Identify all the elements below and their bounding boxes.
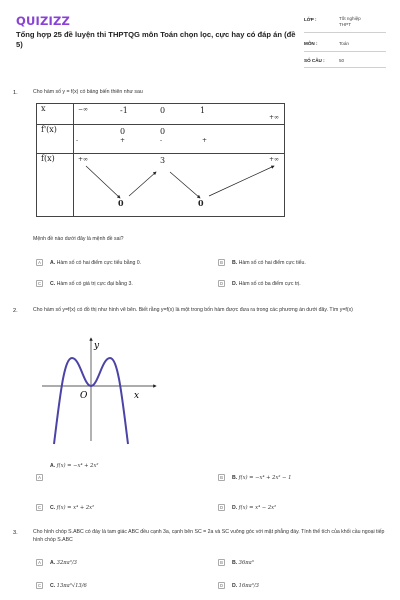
option-b-checkbox[interactable]: B [218,474,225,481]
arrow-up [209,166,274,196]
fx-row [74,154,285,217]
option-a[interactable] [50,260,141,266]
axis-label-x: x [134,391,140,401]
x-row [74,104,285,125]
x-value: 1 [200,106,206,115]
option-b[interactable] [232,560,254,566]
option-a[interactable] [50,463,98,469]
option-text: f(x) = −x⁴ + 2x² [56,463,99,469]
x-value: -1 [120,106,128,115]
question-text: Cho hàm số y=f(x) có đồ thị như hình vẽ bên. Biết rằng y=f(x) là một trong bốn hàm được đưa ra trong các phương án dưới đây. Tìm y=f(x) [33,307,353,313]
fx-value: 0 [198,198,204,208]
question-number: 3. [13,530,18,536]
fx-value: 0 [118,198,124,208]
option-b[interactable] [232,260,306,266]
origin-label: O [80,391,88,401]
option-text: 13πa³√13/6 [56,583,87,589]
option-c[interactable] [50,281,133,287]
option-letter: D. [232,505,238,511]
arrow-down [170,172,200,198]
meta-label-grade: LỚP : [304,17,317,22]
axis-label-y: y [94,341,100,351]
question-prompt: Mệnh đề nào dưới đây là mệnh đề sai? [33,236,124,242]
option-a-checkbox[interactable]: A [36,559,43,566]
option-letter: A. [50,463,56,469]
option-letter: B. [232,560,238,566]
option-letter: A. [50,260,56,266]
option-text: Hàm số có hai điểm cực tiểu. [238,260,306,266]
variation-arrows [74,154,284,216]
option-letter: B. [232,475,238,481]
option-text: f(x) = x⁴ − 2x² [238,505,277,511]
function-graph [36,336,166,446]
option-text: 16πa³/3 [238,583,259,589]
arrow-up [129,172,156,196]
option-d[interactable] [232,505,276,511]
x-value: 0 [160,106,166,115]
meta-value-grade-1: Tốt nghiệp [339,16,361,21]
option-letter: D. [232,281,238,287]
quizizz-logo: QUIZIZZ [16,14,71,28]
option-c-checkbox[interactable]: C [37,583,42,588]
fx-value: 3 [160,156,166,165]
meta-label-subject: MÔN : [304,41,318,46]
option-letter: C. [50,505,56,511]
option-letter: A. [50,560,56,566]
option-d-checkbox[interactable]: D [219,505,224,510]
meta-divider [304,51,386,52]
row-label-x: x [37,104,74,125]
x-value: +∞ [269,114,280,121]
meta-label-count: SỐ CÂU : [304,58,325,63]
meta-divider [304,32,386,33]
option-letter: D. [232,583,238,589]
option-b[interactable] [232,475,291,481]
option-b-checkbox[interactable]: B [218,559,225,566]
option-a-checkbox[interactable]: A [36,259,43,266]
option-text: Hàm số có hai điểm cực tiểu bằng 0. [56,260,142,266]
meta-value-count: 50 [339,58,345,63]
option-d[interactable] [232,281,301,287]
meta-value-subject: Toán [339,41,349,46]
x-value: −∞ [78,106,89,113]
option-d-checkbox[interactable]: D [219,281,224,286]
option-c-checkbox[interactable]: C [37,505,42,510]
meta-value-grade-2: THPT [339,22,351,27]
option-text: f(x) = x⁴ + 2x² [56,505,95,511]
option-c[interactable] [50,583,87,589]
row-label-fprime: f'(x) [37,125,74,154]
option-text: Hàm số có ba điểm cực trị. [238,281,301,287]
fprime-sign: + [202,137,208,144]
option-text: 36πa³ [238,560,254,566]
option-d-checkbox[interactable]: D [219,583,224,588]
fprime-zero: 0 [160,127,166,136]
meta-divider [304,67,386,68]
variation-table [36,103,285,217]
option-c[interactable] [50,505,94,511]
arrow-down [86,166,120,198]
option-text: 32πa³/3 [56,560,77,566]
question-text: Cho hàm số y = f(x) có bảng biến thiên như sau [33,89,143,95]
fprime-sign: + [120,137,126,144]
option-letter: C. [50,281,56,287]
option-letter: B. [232,260,238,266]
option-d[interactable] [232,583,259,589]
fprime-zero: 0 [120,127,126,136]
page-title: Tổng hợp 25 đề luyện thi THPTQG môn Toán chọn lọc, cực hay có đáp án (đề 5) [16,30,296,49]
option-text: f(x) = −x⁴ + 2x² − 1 [238,475,292,481]
option-letter: C. [50,583,56,589]
fprime-sign: - [76,137,79,144]
option-text: Hàm số có giá trị cực đại bằng 3. [56,281,133,287]
fx-value: +∞ [269,156,280,163]
question-number: 2. [13,308,18,314]
row-label-fx: f(x) [37,154,74,217]
fprime-sign: - [160,137,163,144]
fx-value: +∞ [78,156,89,163]
option-b-checkbox[interactable]: B [218,259,225,266]
question-text: Cho hình chóp S.ABC có đáy là tam giác ABC đều cạnh 3a, cạnh bên SC = 2a và SC vuông góc với mặt phẳng đáy. Tính thể tích của khối cầu ngoại tiếp hình chóp S.ABC [33,529,385,543]
fprime-row [74,125,285,154]
question-number: 1. [13,90,18,96]
option-c-checkbox[interactable]: C [37,281,42,286]
option-a[interactable] [50,560,77,566]
option-a-checkbox[interactable]: A [36,474,43,481]
